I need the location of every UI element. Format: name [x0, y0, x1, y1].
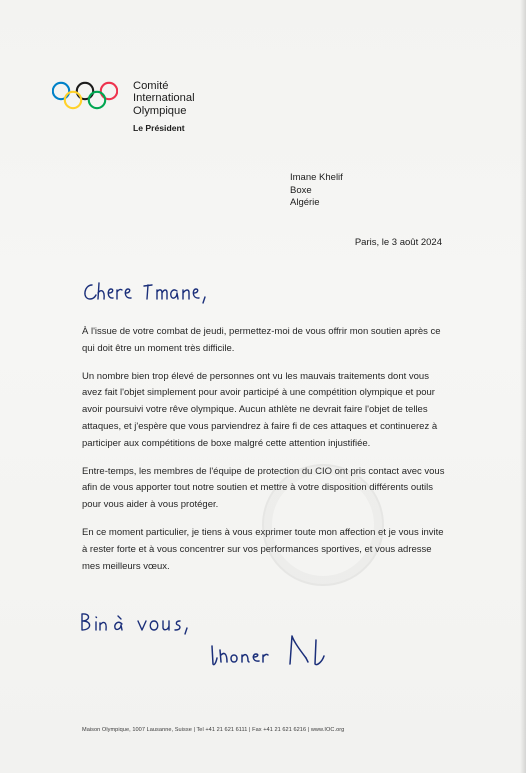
recipient-address — [290, 172, 343, 210]
recipient-country: Algérie — [290, 197, 320, 209]
letter-footer: Maison Olympique, 1007 Lausanne, Suisse | Tel +41 21 621 6111 | Fax +41 21 621 6216 | www.IOC.org — [82, 727, 345, 733]
ring-yellow — [65, 92, 81, 108]
handwritten-salutation — [80, 279, 220, 307]
organization-name — [133, 80, 195, 117]
page-edge-shadow — [520, 0, 526, 773]
handwritten-signature — [208, 628, 338, 668]
sender-role: Le Président — [133, 123, 185, 133]
olympic-rings-logo-icon — [52, 80, 118, 114]
recipient-name: Imane Khelif — [290, 172, 343, 183]
org-name-line-1: Comité — [133, 80, 169, 92]
handwritten-closing — [78, 610, 208, 638]
ring-blue — [53, 83, 69, 99]
recipient-sport: Boxe — [290, 184, 312, 196]
body-paragraph-2: Un nombre bien trop élevé de personnes ont vu les mauvais traitements dont vous avez fait l'objet simplement pour avoir participé à une compétition olympique et pour avoir poursuivi votre rêve olympique. Aucun athlète ne devrait faire l'objet de telles attaques, et j'espère que vous parviendrez à faire fi de ces attaques et continuerez à participer aux compétitions de boxe malgré cette attention injustifiée. — [82, 370, 438, 449]
org-name-line-3: Olympique — [133, 104, 187, 117]
body-paragraph-4: En ce moment particulier, je tiens à vous exprimer toute mon affection et je vous invite à rester forte et à vous concentrer sur vos performances sportives, et vous adresse mes meilleurs vœux. — [82, 526, 444, 572]
letter-date: Paris, le 3 août 2024 — [354, 237, 442, 248]
body-paragraph-3: Entre-temps, les membres de l'équipe de protection du CIO ont pris contact avec vous afin de vous apporter tout notre soutien et mettre à votre disposition différents outils pour vous aider à vous protéger. — [82, 465, 445, 511]
body-paragraph-1: À l'issue de votre combat de jeudi, permettez-moi de vous offrir mon soutien après ce qui doit être un moment très difficile. — [82, 326, 441, 354]
org-name-line-2: International — [133, 92, 195, 105]
ring-black — [77, 83, 93, 99]
ring-green — [89, 92, 105, 108]
letter-body — [82, 324, 448, 586]
faded-stamp-mark — [262, 464, 384, 586]
ring-red — [101, 83, 117, 99]
